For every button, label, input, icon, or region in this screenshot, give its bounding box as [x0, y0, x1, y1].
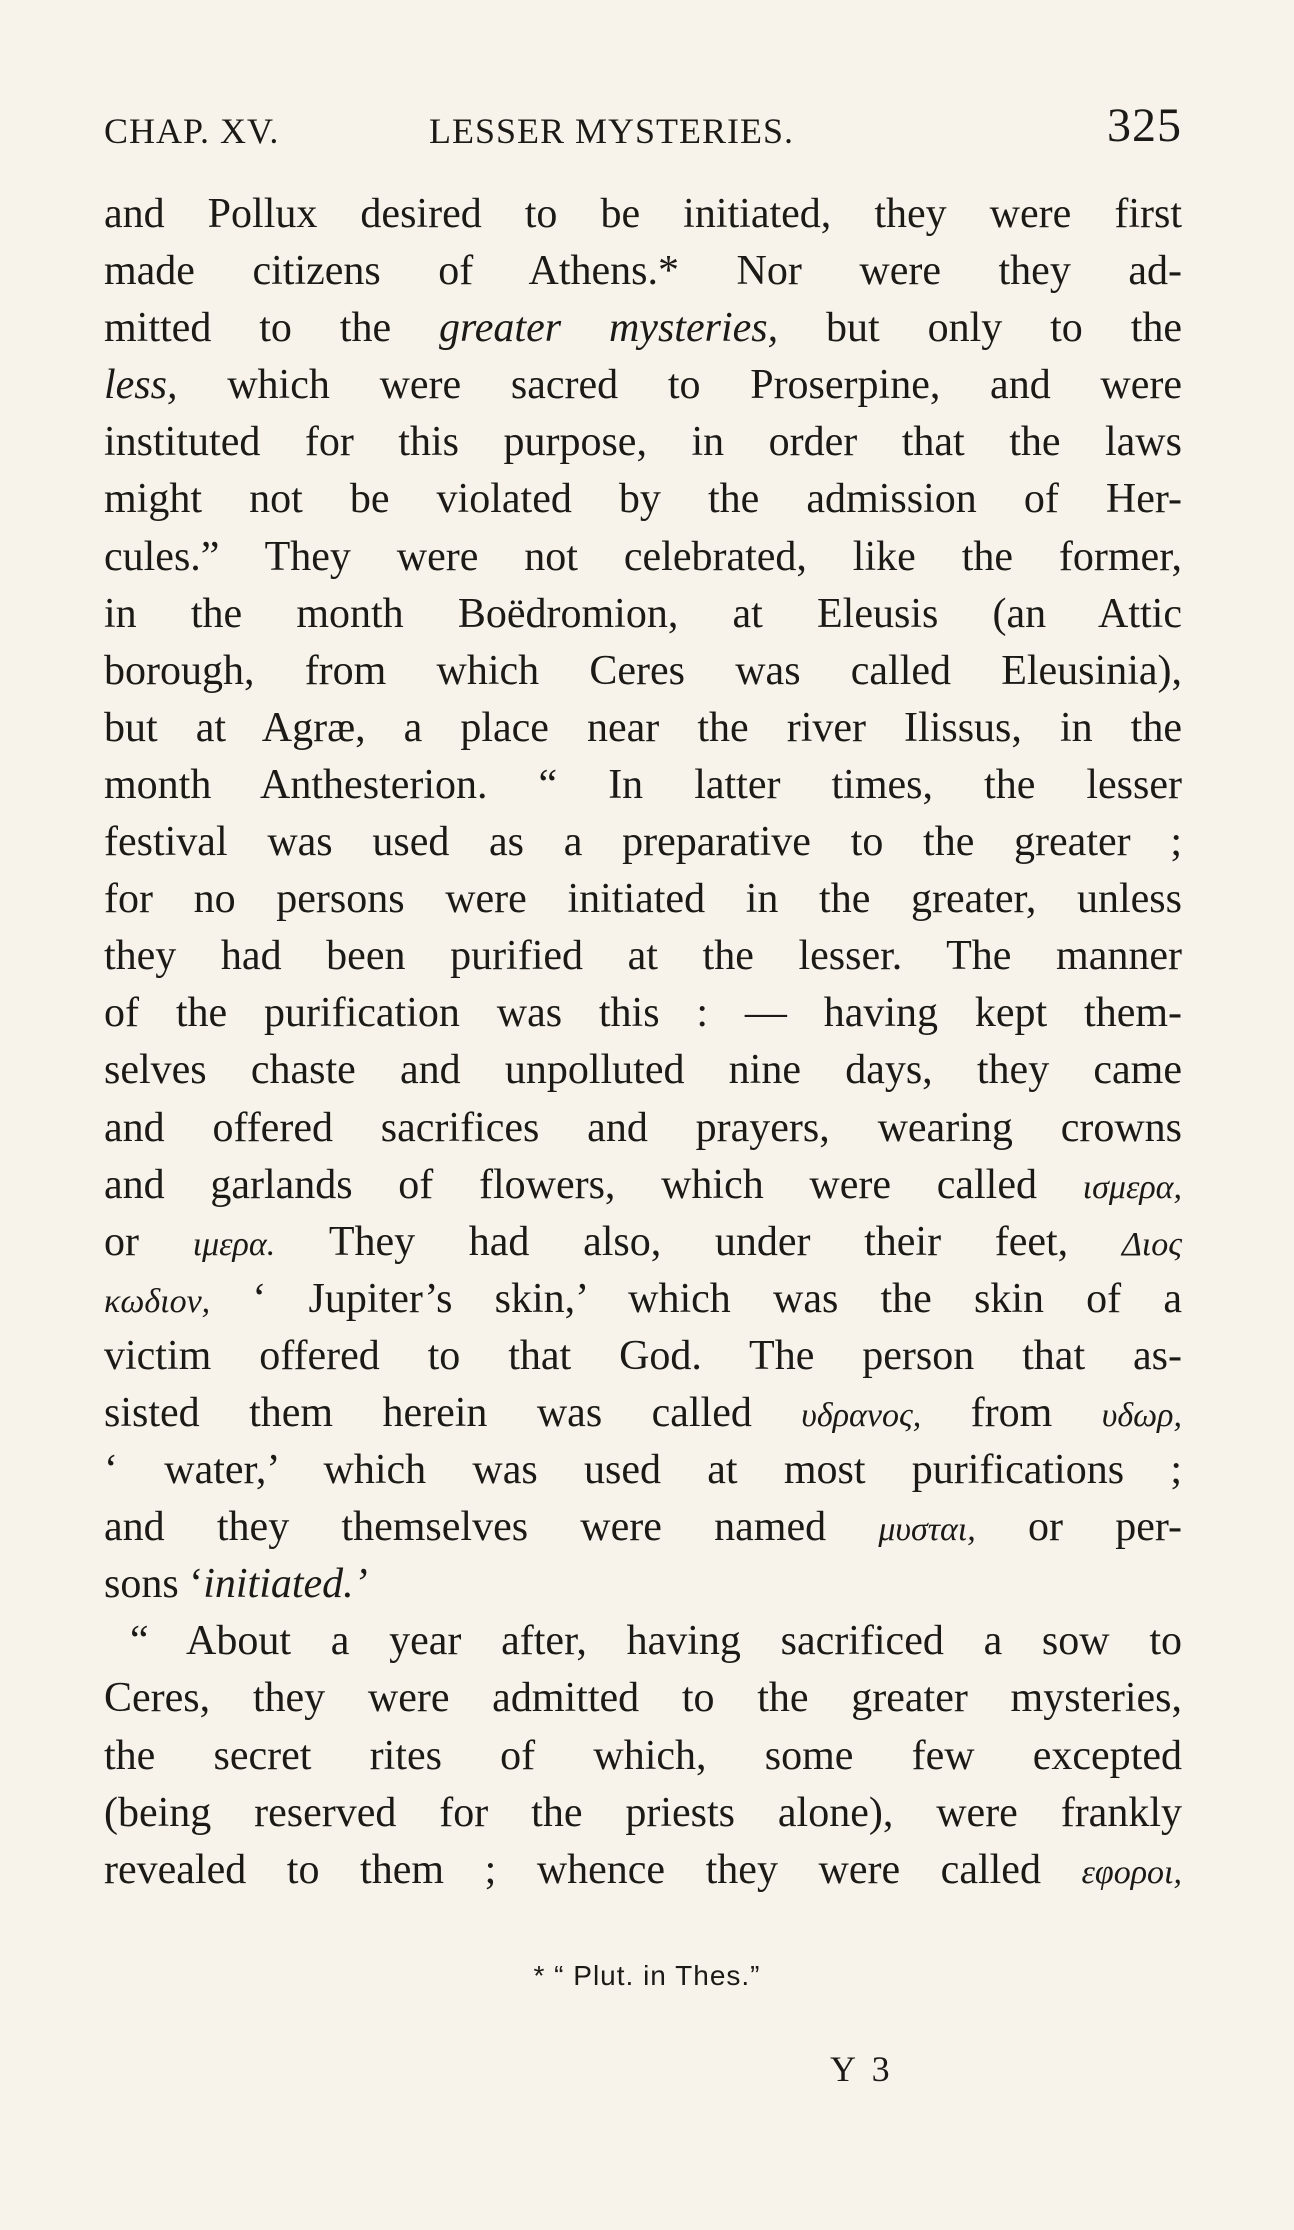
signature-mark: Y 3: [830, 2049, 894, 2089]
footnote: * “ Plut. in Thes.”: [533, 1960, 761, 1991]
text-line: [104, 1157, 1182, 1214]
text-run: from: [970, 1389, 1053, 1436]
greek-word: ιμερα.: [192, 1225, 276, 1263]
text-line: victim offered to that God. The person that as-: [104, 1332, 1182, 1379]
greek-word: υδρανος,: [801, 1396, 922, 1434]
text-run: but only to the: [826, 305, 1183, 352]
text-line: cules.” They were not celebrated, like the former,: [104, 533, 1182, 580]
text-line: ‘ water,’ which was used at most purifications ;: [104, 1447, 1182, 1494]
greek-word: υδωρ,: [1101, 1396, 1182, 1434]
italic-run: greater mysteries,: [439, 305, 779, 352]
text-line: and Pollux desired to be initiated, they were first: [104, 191, 1182, 237]
running-title: LESSER MYSTERIES.: [429, 111, 795, 151]
greek-word: κωδιον,: [104, 1282, 211, 1320]
italic-run: initiated.’: [203, 1561, 368, 1608]
text-line: (being reserved for the priests alone), were frankly: [104, 1789, 1182, 1836]
text-line: [104, 1214, 1182, 1271]
text-line: month Anthesterion. “ In latter times, the lesser: [104, 761, 1182, 808]
body-text: [104, 186, 1182, 1899]
text-run: mitted to the: [104, 305, 392, 352]
text-line: the secret rites of which, some few excepted: [104, 1732, 1182, 1779]
text-run: They had also, under their feet,: [328, 1218, 1069, 1265]
text-line: [104, 1271, 1182, 1328]
text-line: in the month Boëdromion, at Eleusis (an Attic: [104, 590, 1182, 637]
text-run: revealed to them ; whence they were called: [104, 1846, 1041, 1893]
text-line: they had been purified at the lesser. The manner: [104, 933, 1182, 980]
italic-run: less,: [104, 362, 178, 409]
running-header: [104, 92, 1182, 152]
text-line: “ About a year after, having sacrificed a sow to: [130, 1618, 1182, 1665]
text-line: borough, from which Ceres was called Eleusinia),: [104, 647, 1182, 694]
text-run: or per-: [1028, 1504, 1183, 1551]
text-run: sons ‘: [104, 1561, 204, 1608]
text-line: and offered sacrifices and prayers, wearing crowns: [104, 1104, 1182, 1151]
text-line: might not be violated by the admission of Her-: [104, 476, 1182, 523]
text-line: [104, 1842, 1182, 1899]
text-line: [104, 1556, 1182, 1613]
greek-word: ισμερα,: [1082, 1168, 1183, 1206]
text-line: Ceres, they were admitted to the greater mysteries,: [104, 1675, 1182, 1722]
text-line: but at Agræ, a place near the river Ilissus, in the: [104, 704, 1182, 751]
text-line: made citizens of Athens.* Nor were they ad-: [104, 248, 1182, 295]
text-run: which were sacred to Proserpine, and were: [227, 362, 1183, 409]
greek-word: εφοροι,: [1081, 1853, 1183, 1891]
text-line: of the purification was this : — having kept them-: [104, 990, 1182, 1037]
text-run: ‘ Jupiter’s skin,’ which was the skin of a: [252, 1275, 1182, 1322]
text-line: [104, 357, 1182, 414]
page-number: 325: [1107, 99, 1182, 152]
text-line: [104, 1499, 1182, 1556]
text-line: festival was used as a preparative to the greater ;: [104, 819, 1182, 866]
text-line: selves chaste and unpolluted nine days, they came: [104, 1047, 1182, 1094]
chapter-label: CHAP. XV.: [104, 111, 280, 151]
text-run: sisted them herein was called: [104, 1389, 752, 1436]
text-line: [104, 300, 1182, 357]
text-line: for no persons were initiated in the greater, unless: [104, 876, 1182, 923]
text-run: and they themselves were named: [104, 1504, 827, 1551]
text-line: instituted for this purpose, in order that the laws: [104, 419, 1182, 466]
greek-word: μυσται,: [878, 1511, 976, 1549]
greek-word: Διος: [1121, 1225, 1183, 1263]
text-line: [104, 1385, 1182, 1442]
text-run: or: [104, 1218, 139, 1265]
text-run: and garlands of flowers, which were called: [104, 1161, 1037, 1208]
